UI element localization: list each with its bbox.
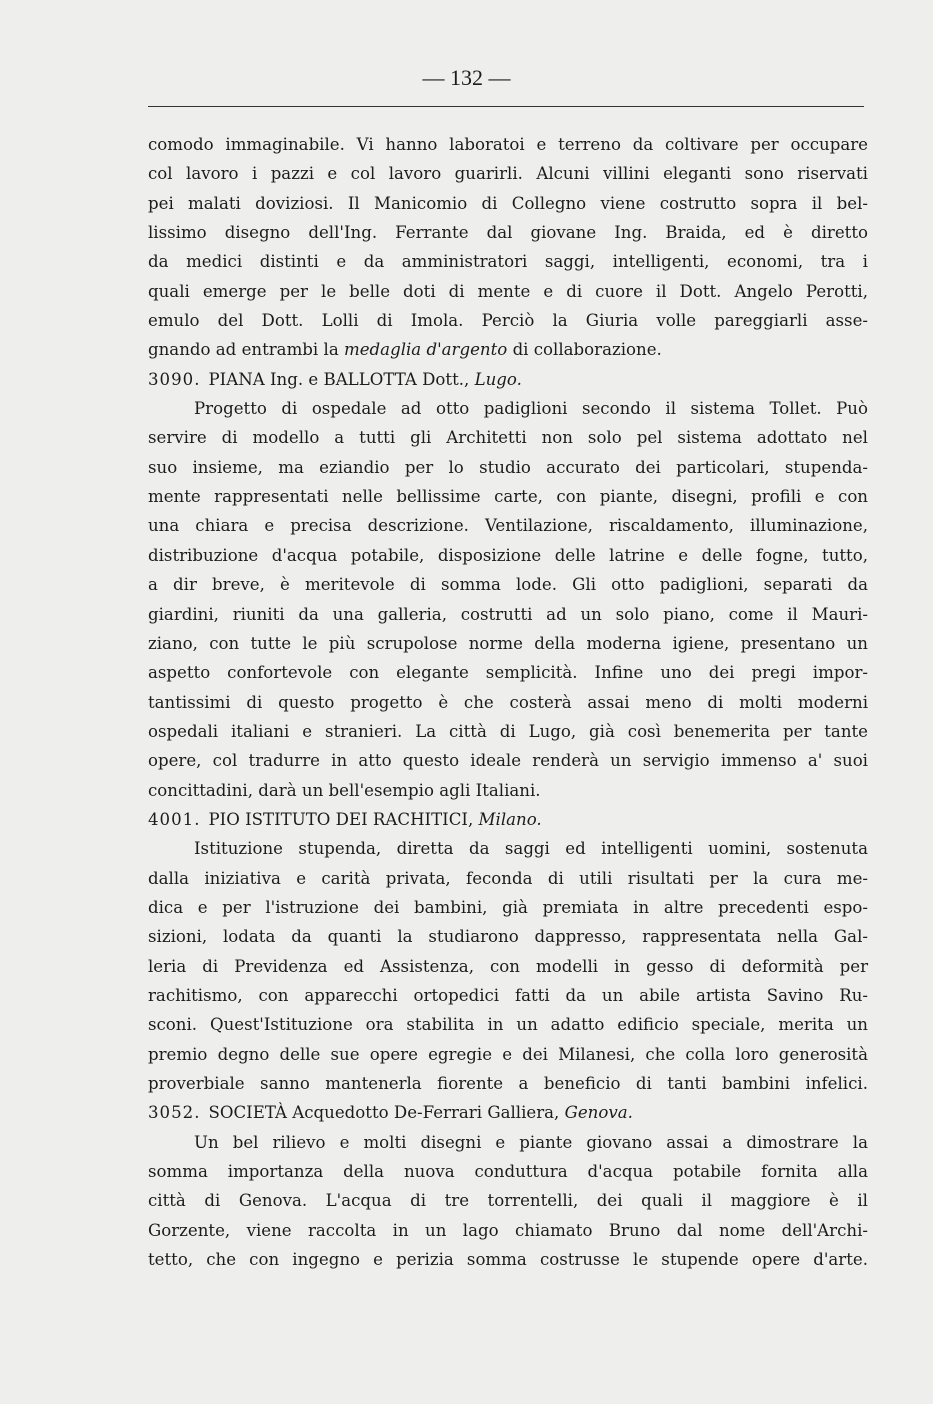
text-line: servire di modello a tutti gli Architetti non solo pel sistema adottato nel — [148, 428, 868, 448]
text-line: Progetto di ospedale ad otto padiglioni secondo il sistema Tollet. Può — [194, 399, 868, 419]
text-line: distribuzione d'acqua potabile, disposizione delle latrine e delle fogne, tutto, — [148, 545, 868, 565]
text-line: ospedali italiani e stranieri. La città di Lugo, già così benemerita per tante — [148, 721, 868, 741]
text-line: proverbiale sanno mantenerla fiorente a beneficio di tanti bambini infelici. — [148, 1074, 868, 1093]
text-line: lissimo disegno dell'Ing. Ferrante dal giovane Ing. Braida, ed è diretto — [148, 223, 868, 243]
text-line: aspetto confortevole con elegante semplicità. Infine uno dei pregi impor- — [148, 663, 868, 683]
entry-place: Lugo. — [474, 369, 522, 389]
entry-number: 3090. — [148, 369, 201, 389]
text-line: da medici distinti e da amministratori saggi, intelligenti, economi, tra i — [148, 252, 868, 272]
text-line: somma importanza della nuova conduttura d'acqua potabile fornita alla — [148, 1162, 868, 1182]
page-body — [148, 130, 868, 1274]
text-line: sizioni, lodata da quanti la studiarono dappresso, rappresentata nella Gal- — [148, 927, 868, 947]
text-line: tetto, che con ingegno e perizia somma costrusse le stupende opere d'arte. — [148, 1250, 868, 1270]
text-line: quali emerge per le belle doti di mente e di cuore il Dott. Angelo Perotti, — [148, 281, 868, 301]
text-line: mente rappresentati nelle bellissime carte, con piante, disegni, profili e con — [148, 487, 868, 507]
entry-name: PIO ISTITUTO DEI RACHITICI, — [208, 809, 474, 829]
entry-heading — [148, 365, 868, 394]
text-line: sconi. Quest'Istituzione ora stabilita in un adatto edificio speciale, merita un — [148, 1015, 868, 1035]
entry-name: PIANA Ing. e BALLOTTA Dott., — [208, 369, 470, 389]
text-line: dalla iniziativa e carità privata, feconda di utili risultati per la cura me- — [148, 868, 868, 888]
text-line: opere, col tradurre in atto questo ideale renderà un servigio immenso a' suoi — [148, 751, 868, 771]
text-line: dica e per l'istruzione dei bambini, già premiata in altre precedenti espo- — [148, 897, 868, 917]
text-line: tantissimi di questo progetto è che costerà assai meno di molti moderni — [148, 692, 868, 712]
text-line: a dir breve, è meritevole di somma lode. Gli otto padiglioni, separati da — [148, 575, 868, 595]
entry-heading — [148, 805, 868, 834]
text-line: Un bel rilievo e molti disegni e piante giovano assai a dimostrare la — [194, 1132, 868, 1152]
text-line: premio degno delle sue opere egregie e dei Milanesi, che colla loro generosità — [148, 1044, 868, 1064]
text-line — [148, 335, 868, 364]
text-line: suo insieme, ma eziandio per lo studio accurato dei particolari, stupenda- — [148, 457, 868, 477]
entry-number: 4001. — [148, 809, 201, 829]
page-number: — 132 — — [422, 65, 511, 90]
text-line: leria di Previdenza ed Assistenza, con modelli in gesso di deformità per — [148, 956, 868, 976]
text-line: ziano, con tutte le più scrupolose norme della moderna igiene, presentano un — [148, 633, 868, 653]
text-line: città di Genova. L'acqua di tre torrentelli, dei quali il maggiore è il — [148, 1191, 868, 1211]
entry-place: Milano. — [478, 809, 542, 829]
entry-name: SOCIETÀ Acquedotto De-Ferrari Galliera, — [208, 1103, 560, 1123]
entry-number: 3052. — [148, 1103, 201, 1123]
text-line: giardini, riuniti da una galleria, costrutti ad un solo piano, come il Mauri- — [148, 604, 868, 624]
header-rule — [148, 106, 864, 107]
text-line: pei malati doviziosi. Il Manicomio di Collegno viene costrutto sopra il bel- — [148, 193, 868, 213]
entry-heading — [148, 1098, 868, 1127]
text-line: concittadini, darà un bell'esempio agli Italiani. — [148, 780, 541, 800]
text-run: gnando ad entrambi la — [148, 340, 339, 360]
text-line: comodo immaginabile. Vi hanno laboratoi e terreno da coltivare per occupare — [148, 135, 868, 154]
text-line: emulo del Dott. Lolli di Imola. Perciò la Giuria volle pareggiarli asse- — [148, 311, 868, 331]
entry-place: Genova. — [564, 1103, 633, 1123]
text-line: rachitismo, con apparecchi ortopedici fatti da un abile artista Savino Ru- — [148, 985, 868, 1005]
text-line: col lavoro i pazzi e col lavoro guarirli. Alcuni villini eleganti sono riservati — [148, 164, 868, 184]
text-run: di collaborazione. — [512, 340, 662, 360]
text-line: Istituzione stupenda, diretta da saggi ed intelligenti uomini, sostenuta — [194, 839, 868, 859]
text-line: una chiara e precisa descrizione. Ventilazione, riscaldamento, illuminazione, — [148, 516, 868, 536]
italic-phrase: medaglia d'argento — [344, 340, 508, 360]
text-line: Gorzente, viene raccolta in un lago chiamato Bruno dal nome dell'Archi- — [148, 1220, 868, 1240]
